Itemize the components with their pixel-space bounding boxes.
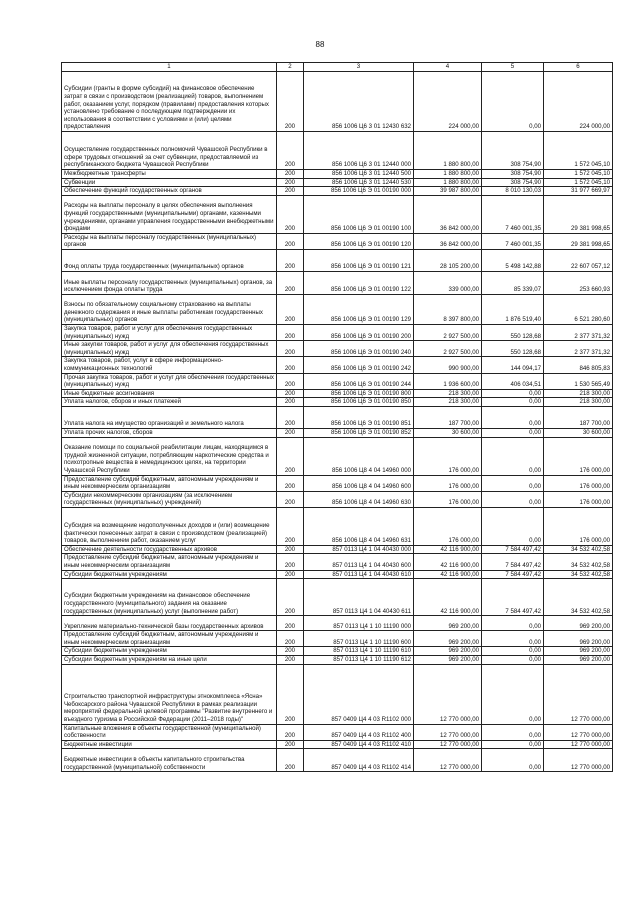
row-col5-value: 0,00 (482, 656, 544, 665)
row-name-cell: Расходы на выплаты персоналу государственных (муниципальных) органов (62, 233, 277, 249)
table-row (62, 475, 613, 491)
row-col5-value: 0,00 (482, 740, 544, 749)
row-col6-value: 176 000,00 (544, 491, 613, 507)
row-col2-cell: 200 (277, 428, 304, 437)
row-col6-value: 12 770 000,00 (544, 740, 613, 749)
row-col4-value: 36 842 000,00 (414, 233, 482, 249)
column-header-4: 4 (414, 63, 482, 72)
row-col2-cell: 200 (277, 398, 304, 407)
row-col5-value: 0,00 (482, 631, 544, 647)
row-col4-value: 36 842 000,00 (414, 195, 482, 233)
row-col5-value: 8 010 130,03 (482, 187, 544, 196)
row-name-cell: Предоставление субсидий бюджетным, автономным учреждениям и иным некоммерческим организациям (62, 631, 277, 647)
row-name-cell: Субвенции (62, 178, 277, 187)
row-col4-value: 12 770 000,00 (414, 749, 482, 772)
row-col4-value: 12 770 000,00 (414, 740, 482, 749)
row-col6-value: 6 521 280,60 (544, 294, 613, 324)
row-code-cell: 856 1006 Ц6 Э 01 00190 122 (304, 271, 414, 294)
row-col6-value: 29 381 998,65 (544, 195, 613, 233)
row-code-cell: 856 1006 Ц6 Э 01 00190 120 (304, 233, 414, 249)
row-col5-value: 7 584 497,42 (482, 579, 544, 616)
row-code-cell: 856 1006 Ц6 Э 01 00190 129 (304, 294, 414, 324)
row-name-cell: Иные закупки товаров, работ и услуг для обеспечения государственных (муниципальных) нужд (62, 341, 277, 357)
row-name-cell: Иные выплаты персоналу государственных (муниципальных) органов, за исключением фонда оплаты труда (62, 271, 277, 294)
row-code-cell: 856 1006 Ц6 Э 01 00190 244 (304, 373, 414, 389)
row-code-cell: 857 0113 Ц4 1 04 40430 600 (304, 554, 414, 570)
row-col4-value: 990 900,00 (414, 357, 482, 373)
row-name-cell: Взносы по обязательному социальному страхованию на выплаты денежного содержания и иные выплаты работникам государственных (муниципальных) органов (62, 294, 277, 324)
row-code-cell: 857 0409 Ц4 4 03 R1102 000 (304, 664, 414, 724)
row-col4-value: 12 770 000,00 (414, 664, 482, 724)
row-col5-value: 0,00 (482, 647, 544, 656)
row-col2-cell: 200 (277, 616, 304, 631)
row-col2-cell: 200 (277, 341, 304, 357)
row-col6-value: 176 000,00 (544, 437, 613, 475)
row-col5-value: 0,00 (482, 398, 544, 407)
row-name-cell: Субсидия на возмещение недополученных доходов и (или) возмещение фактически понесенных затрат в связи с производством (реализацией) товаров, выполнением работ, оказанием услуг (62, 507, 277, 545)
row-col2-cell: 200 (277, 132, 304, 170)
row-col5-value: 308 754,90 (482, 170, 544, 179)
row-code-cell: 856 1006 Ц8 4 04 14960 631 (304, 507, 414, 545)
row-name-cell: Укрепление материально-технической базы государственных архивов (62, 616, 277, 631)
row-code-cell: 856 1006 Ц6 Э 01 00190 242 (304, 357, 414, 373)
row-col4-value: 42 116 900,00 (414, 554, 482, 570)
row-name-cell: Обеспечение деятельности государственных архивов (62, 545, 277, 554)
row-col4-value: 176 000,00 (414, 437, 482, 475)
row-code-cell: 856 1006 Ц6 Э 01 00190 121 (304, 249, 414, 271)
row-col4-value: 42 116 900,00 (414, 570, 482, 579)
row-col2-cell: 200 (277, 491, 304, 507)
row-col2-cell: 200 (277, 178, 304, 187)
row-col4-value: 224 000,00 (414, 72, 482, 132)
table-row (62, 341, 613, 357)
row-col5-value: 550 128,68 (482, 341, 544, 357)
row-col5-value: 5 498 142,88 (482, 249, 544, 271)
row-col6-value: 176 000,00 (544, 507, 613, 545)
row-code-cell: 856 1006 Ц6 3 01 12440 500 (304, 170, 414, 179)
row-col2-cell: 200 (277, 570, 304, 579)
row-col6-value: 2 377 371,32 (544, 341, 613, 357)
table-row (62, 72, 613, 132)
row-col6-value: 34 532 402,58 (544, 579, 613, 616)
row-col2-cell: 200 (277, 170, 304, 179)
row-col6-value: 253 660,93 (544, 271, 613, 294)
row-col6-value: 12 770 000,00 (544, 749, 613, 772)
row-col2-cell: 200 (277, 406, 304, 428)
row-col2-cell: 200 (277, 389, 304, 398)
row-col2-cell: 200 (277, 324, 304, 340)
row-col5-value: 7 584 497,42 (482, 570, 544, 579)
table-header-row (62, 63, 613, 72)
row-col6-value: 218 300,00 (544, 398, 613, 407)
row-col4-value: 339 000,00 (414, 271, 482, 294)
row-name-cell: Субсидии (гранты в форме субсидий) на финансовое обеспечение затрат в связи с производством (реализацией) товаров, выполнением работ, оказанием услуг, порядком (правилами) предоставления которых установлено требование о последующем подтверждении их использования в соответствии с условиями и (или) целями предоставления (62, 72, 277, 132)
row-code-cell: 856 1006 Ц8 4 04 14960 600 (304, 475, 414, 491)
row-name-cell: Фонд оплаты труда государственных (муниципальных) органов (62, 249, 277, 271)
row-col2-cell: 200 (277, 579, 304, 616)
table-row (62, 398, 613, 407)
table-row (62, 373, 613, 389)
row-col5-value: 308 754,90 (482, 178, 544, 187)
row-code-cell: 857 0113 Ц4 1 10 11190 610 (304, 647, 414, 656)
row-col4-value: 176 000,00 (414, 507, 482, 545)
table-row (62, 554, 613, 570)
row-col6-value: 12 770 000,00 (544, 724, 613, 740)
row-name-cell: Обеспечение функций государственных органов (62, 187, 277, 196)
row-col5-value: 0,00 (482, 724, 544, 740)
row-col2-cell: 200 (277, 72, 304, 132)
table-row (62, 132, 613, 170)
row-col5-value: 7 460 001,35 (482, 233, 544, 249)
row-col2-cell: 200 (277, 664, 304, 724)
table-row (62, 631, 613, 647)
row-name-cell: Капитальные вложения в объекты государственной (муниципальной) собственности (62, 724, 277, 740)
row-col6-value: 224 000,00 (544, 72, 613, 132)
row-col4-value: 1 880 800,00 (414, 170, 482, 179)
table-row (62, 187, 613, 196)
row-col4-value: 2 927 500,00 (414, 341, 482, 357)
table-row (62, 406, 613, 428)
row-col5-value: 0,00 (482, 437, 544, 475)
row-col4-value: 12 770 000,00 (414, 724, 482, 740)
table-row (62, 233, 613, 249)
table-row (62, 749, 613, 772)
row-col2-cell: 200 (277, 373, 304, 389)
row-code-cell: 856 1006 Ц6 Э 01 00190 851 (304, 406, 414, 428)
row-col2-cell: 200 (277, 187, 304, 196)
table-row (62, 579, 613, 616)
table-row (62, 357, 613, 373)
table-row (62, 294, 613, 324)
row-col2-cell: 200 (277, 475, 304, 491)
row-col4-value: 218 300,00 (414, 398, 482, 407)
row-code-cell: 857 0409 Ц4 4 03 R1102 400 (304, 724, 414, 740)
row-col6-value: 1 572 045,10 (544, 178, 613, 187)
row-col5-value: 0,00 (482, 389, 544, 398)
row-col5-value: 85 339,07 (482, 271, 544, 294)
row-col2-cell: 200 (277, 233, 304, 249)
row-col2-cell: 200 (277, 656, 304, 665)
budget-table (61, 62, 613, 772)
row-col5-value: 7 460 001,35 (482, 195, 544, 233)
row-col4-value: 42 116 900,00 (414, 579, 482, 616)
row-col2-cell: 200 (277, 437, 304, 475)
row-col5-value: 7 584 497,42 (482, 554, 544, 570)
row-name-cell: Субсидии бюджетным учреждениям (62, 647, 277, 656)
row-code-cell: 856 1006 Ц6 Э 01 00190 100 (304, 195, 414, 233)
row-name-cell: Уплата прочих налогов, сборов (62, 428, 277, 437)
row-col5-value: 144 094,17 (482, 357, 544, 373)
row-name-cell: Закупка товаров, работ, услуг в сфере информационно-коммуникационных технологий (62, 357, 277, 373)
table-row (62, 616, 613, 631)
table-row (62, 170, 613, 179)
row-col4-value: 1 880 800,00 (414, 132, 482, 170)
row-col4-value: 187 700,00 (414, 406, 482, 428)
table-row (62, 570, 613, 579)
table-row (62, 437, 613, 475)
table-row (62, 507, 613, 545)
row-col5-value: 0,00 (482, 475, 544, 491)
row-col6-value: 12 770 000,00 (544, 664, 613, 724)
column-header-6: 6 (544, 63, 613, 72)
row-col4-value: 969 200,00 (414, 656, 482, 665)
row-col4-value: 969 200,00 (414, 631, 482, 647)
table-row (62, 656, 613, 665)
row-name-cell: Уплата налогов, сборов и иных платежей (62, 398, 277, 407)
table-row (62, 195, 613, 233)
row-name-cell: Субсидии бюджетным учреждениям (62, 570, 277, 579)
row-col2-cell: 200 (277, 271, 304, 294)
row-col5-value: 0,00 (482, 616, 544, 631)
row-name-cell: Закупка товаров, работ и услуг для обеспечения государственных (муниципальных) нужд (62, 324, 277, 340)
row-col6-value: 30 600,00 (544, 428, 613, 437)
row-name-cell: Субсидии бюджетным учреждениям на иные цели (62, 656, 277, 665)
column-header-1: 1 (62, 63, 277, 72)
row-col6-value: 2 377 371,32 (544, 324, 613, 340)
row-col5-value: 0,00 (482, 749, 544, 772)
table-row (62, 724, 613, 740)
row-col2-cell: 200 (277, 740, 304, 749)
table-row (62, 428, 613, 437)
row-col5-value: 0,00 (482, 507, 544, 545)
table-row (62, 491, 613, 507)
row-col2-cell: 200 (277, 647, 304, 656)
row-col5-value: 0,00 (482, 406, 544, 428)
table-row (62, 664, 613, 724)
row-col2-cell: 200 (277, 507, 304, 545)
row-code-cell: 856 1006 Ц6 3 01 12430 632 (304, 72, 414, 132)
row-name-cell: Строительство транспортной инфраструктуры этнокомплекса «Ясна» Чебоксарского района Чувашской Республики в рамках реализации мероприятий федеральной целевой программы "Развитие внутреннего и въездного туризма в Российской Федерации (2011–2018 годы)" (62, 664, 277, 724)
row-name-cell: Осуществление государственных полномочий Чувашской Республики в сфере трудовых отношений за счет субвенции, предоставляемой из республиканского бюджета Чувашской Республики (62, 132, 277, 170)
row-code-cell: 857 0409 Ц4 4 03 R1102 410 (304, 740, 414, 749)
row-name-cell: Иные бюджетные ассигнования (62, 389, 277, 398)
row-name-cell: Предоставление субсидий бюджетным, автономным учреждениям и иным некоммерческим организациям (62, 554, 277, 570)
column-header-5: 5 (482, 63, 544, 72)
row-col6-value: 34 532 402,58 (544, 545, 613, 554)
row-col2-cell: 200 (277, 249, 304, 271)
table-row (62, 389, 613, 398)
row-code-cell: 856 1006 Ц6 3 01 12440 000 (304, 132, 414, 170)
row-col6-value: 969 200,00 (544, 616, 613, 631)
row-col6-value: 969 200,00 (544, 631, 613, 647)
row-col2-cell: 200 (277, 545, 304, 554)
row-code-cell: 857 0113 Ц4 1 10 11190 000 (304, 616, 414, 631)
row-code-cell: 856 1006 Ц6 Э 01 00190 200 (304, 324, 414, 340)
row-col5-value: 308 754,90 (482, 132, 544, 170)
row-col5-value: 0,00 (482, 491, 544, 507)
row-col5-value: 0,00 (482, 664, 544, 724)
row-code-cell: 857 0113 Ц4 1 10 11190 600 (304, 631, 414, 647)
column-header-2: 2 (277, 63, 304, 72)
row-col6-value: 34 532 402,58 (544, 554, 613, 570)
row-col2-cell: 200 (277, 357, 304, 373)
row-col6-value: 969 200,00 (544, 647, 613, 656)
row-col4-value: 2 927 500,00 (414, 324, 482, 340)
row-col5-value: 0,00 (482, 72, 544, 132)
row-col4-value: 8 397 800,00 (414, 294, 482, 324)
row-col2-cell: 200 (277, 554, 304, 570)
row-col6-value: 31 977 669,97 (544, 187, 613, 196)
row-name-cell: Предоставление субсидий бюджетным, автономным учреждениям и иным некоммерческим организациям (62, 475, 277, 491)
row-col4-value: 28 105 200,00 (414, 249, 482, 271)
row-col6-value: 22 607 057,12 (544, 249, 613, 271)
row-code-cell: 857 0113 Ц4 1 04 40430 000 (304, 545, 414, 554)
row-name-cell: Межбюджетные трансферты (62, 170, 277, 179)
row-col6-value: 969 200,00 (544, 656, 613, 665)
row-col6-value: 1 530 565,49 (544, 373, 613, 389)
row-col6-value: 176 000,00 (544, 475, 613, 491)
table-row (62, 545, 613, 554)
row-name-cell: Бюджетные инвестиции (62, 740, 277, 749)
row-col2-cell: 200 (277, 724, 304, 740)
row-name-cell: Субсидии некоммерческим организациям (за исключением государственных (муниципальных) учреждений) (62, 491, 277, 507)
row-code-cell: 856 1006 Ц6 Э 01 00190 852 (304, 428, 414, 437)
row-code-cell: 857 0409 Ц4 4 03 R1102 414 (304, 749, 414, 772)
row-col5-value: 7 584 497,42 (482, 545, 544, 554)
row-col4-value: 969 200,00 (414, 647, 482, 656)
row-name-cell: Прочая закупка товаров, работ и услуг для обеспечения государственных (муниципальных) нужд (62, 373, 277, 389)
row-col6-value: 1 572 045,10 (544, 132, 613, 170)
row-col6-value: 29 381 998,65 (544, 233, 613, 249)
row-name-cell: Субсидии бюджетным учреждениям на финансовое обеспечение государственного (муниципального) задания на оказание государственных (муниципальных) услуг (выполнение работ) (62, 579, 277, 616)
row-col6-value: 34 532 402,58 (544, 570, 613, 579)
row-name-cell: Оказание помощи по социальной реабилитации лицам, находящимся в трудной жизненной ситуации, потребляющим наркотические средства и психотропные вещества в немедицинских целях, на территории Чувашской Республики (62, 437, 277, 475)
row-name-cell: Уплата налога на имущество организаций и земельного налога (62, 406, 277, 428)
row-code-cell: 856 1006 Ц6 Э 01 00190 850 (304, 398, 414, 407)
row-col6-value: 218 300,00 (544, 389, 613, 398)
row-col5-value: 1 876 519,40 (482, 294, 544, 324)
row-code-cell: 856 1006 Ц6 Э 01 00190 240 (304, 341, 414, 357)
row-col4-value: 30 600,00 (414, 428, 482, 437)
row-col5-value: 0,00 (482, 428, 544, 437)
row-col4-value: 1 880 800,00 (414, 178, 482, 187)
row-col4-value: 1 936 600,00 (414, 373, 482, 389)
table-row (62, 271, 613, 294)
row-code-cell: 856 1006 Ц8 4 04 14960 000 (304, 437, 414, 475)
column-header-3: 3 (304, 63, 414, 72)
row-col2-cell: 200 (277, 749, 304, 772)
row-code-cell: 856 1006 Ц8 4 04 14960 630 (304, 491, 414, 507)
row-col4-value: 218 300,00 (414, 389, 482, 398)
row-col6-value: 187 700,00 (544, 406, 613, 428)
row-code-cell: 857 0113 Ц4 1 04 40430 611 (304, 579, 414, 616)
row-col4-value: 176 000,00 (414, 491, 482, 507)
row-col4-value: 969 200,00 (414, 616, 482, 631)
table-row (62, 178, 613, 187)
row-code-cell: 857 0113 Ц4 1 04 40430 610 (304, 570, 414, 579)
row-code-cell: 856 1006 Ц6 3 01 12440 530 (304, 178, 414, 187)
row-col4-value: 176 000,00 (414, 475, 482, 491)
row-col6-value: 1 572 045,10 (544, 170, 613, 179)
row-name-cell: Расходы на выплаты персоналу в целях обеспечения выполнения функций государственными (муниципальными) органами, казенными учреждениями, органами управления государственными внебюджетными фондами (62, 195, 277, 233)
row-col6-value: 846 805,83 (544, 357, 613, 373)
row-col5-value: 550 128,68 (482, 324, 544, 340)
row-col5-value: 406 034,51 (482, 373, 544, 389)
row-col2-cell: 200 (277, 294, 304, 324)
row-name-cell: Бюджетные инвестиции в объекты капитального строительства государственной (муниципальной) собственности (62, 749, 277, 772)
row-code-cell: 857 0113 Ц4 1 10 11190 612 (304, 656, 414, 665)
table-row (62, 647, 613, 656)
table-row (62, 249, 613, 271)
table-row (62, 740, 613, 749)
page-number: 88 (315, 40, 325, 49)
row-col4-value: 42 116 900,00 (414, 545, 482, 554)
row-code-cell: 856 1006 Ц6 Э 01 00190 800 (304, 389, 414, 398)
table-row (62, 324, 613, 340)
row-code-cell: 856 1006 Ц6 Э 01 00190 000 (304, 187, 414, 196)
row-col2-cell: 200 (277, 195, 304, 233)
row-col2-cell: 200 (277, 631, 304, 647)
row-col4-value: 39 987 800,00 (414, 187, 482, 196)
